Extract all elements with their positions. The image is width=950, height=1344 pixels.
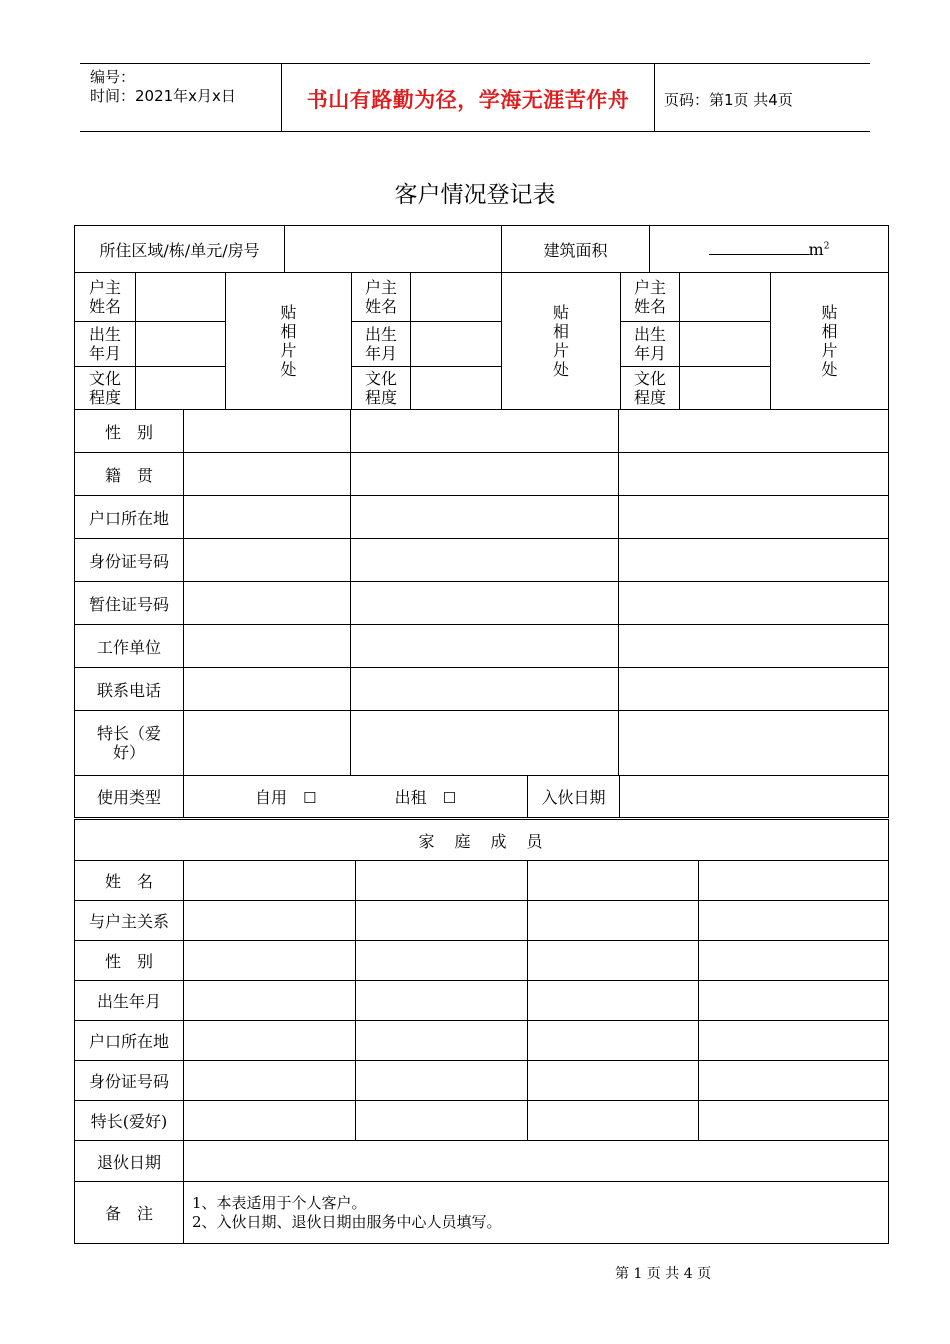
family-field[interactable] xyxy=(356,941,528,981)
family-field[interactable] xyxy=(356,861,528,901)
family-field[interactable] xyxy=(184,1101,356,1141)
owner-name-field[interactable] xyxy=(680,273,771,322)
owner-name-label: 户主 姓名 xyxy=(352,273,411,322)
family-row-label: 出生年月 xyxy=(75,981,184,1021)
family-field[interactable] xyxy=(356,1101,528,1141)
header-motto: 书山有路勤为径，学海无涯苦作舟 xyxy=(306,87,630,112)
info-field[interactable] xyxy=(351,668,619,711)
header-bottom-rule xyxy=(80,131,870,132)
family-row-label: 姓 名 xyxy=(75,861,184,901)
family-field[interactable] xyxy=(528,861,699,901)
remarks-content xyxy=(184,1182,889,1244)
family-field[interactable] xyxy=(528,941,699,981)
info-field[interactable] xyxy=(184,496,351,539)
usage-options xyxy=(184,776,528,818)
family-field[interactable] xyxy=(699,1021,889,1061)
owner-birth-field[interactable] xyxy=(411,322,502,367)
owner-birth-label: 出生 年月 xyxy=(352,322,411,367)
owner-education-label: 文化 程度 xyxy=(621,367,680,410)
family-field[interactable] xyxy=(184,901,356,941)
info-field[interactable] xyxy=(351,711,619,776)
info-field[interactable] xyxy=(619,668,889,711)
area-unit: m xyxy=(808,239,824,259)
owner-name-label: 户主 姓名 xyxy=(75,273,136,322)
family-field[interactable] xyxy=(356,901,528,941)
owner-education-label: 文化 程度 xyxy=(352,367,411,410)
page-number-label: 页码：第1页 共4页 xyxy=(664,91,793,109)
usage-table xyxy=(74,775,889,818)
info-field[interactable] xyxy=(619,625,889,668)
info-row-label: 身份证号码 xyxy=(75,539,184,582)
photo-placeholder: 贴 相 片 处 xyxy=(226,273,352,410)
info-field[interactable] xyxy=(619,582,889,625)
family-heading: 家 庭 成 员 xyxy=(75,820,889,861)
page-footer: 第 1 页 共 4 页 xyxy=(615,1266,712,1282)
self-use-checkbox[interactable]: ☐ xyxy=(302,789,317,807)
info-field[interactable] xyxy=(619,410,889,453)
family-field[interactable] xyxy=(528,1101,699,1141)
info-field[interactable] xyxy=(184,582,351,625)
family-field[interactable] xyxy=(528,1021,699,1061)
owner-name-field[interactable] xyxy=(136,273,226,322)
info-field[interactable] xyxy=(184,668,351,711)
info-field[interactable] xyxy=(619,711,889,776)
family-row-label: 特长(爱好) xyxy=(75,1101,184,1141)
info-field[interactable] xyxy=(184,453,351,496)
remarks-line: 2、入伙日期、退伙日期由服务中心人员填写。 xyxy=(192,1212,502,1231)
move-out-date-field[interactable] xyxy=(184,1141,889,1182)
move-out-date-label: 退伙日期 xyxy=(75,1141,184,1182)
owner-birth-field[interactable] xyxy=(136,322,226,367)
owner-education-field[interactable] xyxy=(411,367,502,410)
remarks-label: 备 注 xyxy=(75,1182,184,1244)
address-field[interactable] xyxy=(285,226,502,273)
page-title: 客户情况登记表 xyxy=(394,182,556,208)
owner-birth-label: 出生 年月 xyxy=(75,322,136,367)
family-field[interactable] xyxy=(528,981,699,1021)
owner-block-table xyxy=(74,272,889,410)
hobby-label: 特长（爱 好） xyxy=(75,711,184,776)
self-use-label: 自用 xyxy=(254,788,287,807)
area-blank xyxy=(709,240,809,255)
owner-name-field[interactable] xyxy=(411,273,502,322)
family-row-label: 性 别 xyxy=(75,941,184,981)
info-row-label: 工作单位 xyxy=(75,625,184,668)
info-field[interactable] xyxy=(351,625,619,668)
usage-type-label: 使用类型 xyxy=(75,776,184,818)
owner-birth-field[interactable] xyxy=(680,322,771,367)
family-field[interactable] xyxy=(699,901,889,941)
owner-education-label: 文化 程度 xyxy=(75,367,136,410)
family-field[interactable] xyxy=(184,941,356,981)
photo-placeholder: 贴 相 片 处 xyxy=(771,273,889,410)
rent-label: 出租 xyxy=(394,788,427,807)
building-area-field[interactable] xyxy=(650,226,889,273)
info-field[interactable] xyxy=(351,582,619,625)
rent-checkbox[interactable]: ☐ xyxy=(442,789,457,807)
info-field[interactable] xyxy=(619,453,889,496)
address-table xyxy=(74,225,889,273)
family-table xyxy=(74,819,889,1244)
info-field[interactable] xyxy=(351,410,619,453)
owner-education-field[interactable] xyxy=(680,367,771,410)
info-row-label: 暂住证号码 xyxy=(75,582,184,625)
move-in-date-label: 入伙日期 xyxy=(528,776,620,818)
owner-education-field[interactable] xyxy=(136,367,226,410)
info-field[interactable] xyxy=(351,496,619,539)
building-area-label: 建筑面积 xyxy=(502,226,650,273)
family-field[interactable] xyxy=(699,861,889,901)
family-field[interactable] xyxy=(699,1101,889,1141)
family-row-label: 户口所在地 xyxy=(75,1021,184,1061)
info-field[interactable] xyxy=(184,625,351,668)
photo-placeholder: 贴 相 片 处 xyxy=(502,273,621,410)
family-field[interactable] xyxy=(699,981,889,1021)
family-field[interactable] xyxy=(528,901,699,941)
family-row-label: 身份证号码 xyxy=(75,1061,184,1101)
remarks-line: 1、本表适用于个人客户。 xyxy=(192,1193,367,1212)
info-row-label: 性 别 xyxy=(75,410,184,453)
info-field[interactable] xyxy=(184,410,351,453)
family-field[interactable] xyxy=(184,861,356,901)
family-field[interactable] xyxy=(699,1061,889,1101)
info-row-label: 籍 贯 xyxy=(75,453,184,496)
area-unit-sup: 2 xyxy=(823,241,830,252)
family-field[interactable] xyxy=(356,1061,528,1101)
document-date-label: 时间：2021年x月x日 xyxy=(90,87,236,105)
info-field[interactable] xyxy=(184,711,351,776)
info-field[interactable] xyxy=(184,539,351,582)
family-row-label: 与户主关系 xyxy=(75,901,184,941)
family-field[interactable] xyxy=(184,1021,356,1061)
family-field[interactable] xyxy=(699,941,889,981)
family-field[interactable] xyxy=(184,981,356,1021)
header-divider xyxy=(654,63,655,131)
address-label: 所住区域/栋/单元/房号 xyxy=(75,226,285,273)
owner-name-label: 户主 姓名 xyxy=(621,273,680,322)
family-field[interactable] xyxy=(184,1061,356,1101)
family-field[interactable] xyxy=(528,1061,699,1101)
owner-birth-label: 出生 年月 xyxy=(621,322,680,367)
header-top-rule xyxy=(80,63,870,64)
info-field[interactable] xyxy=(351,539,619,582)
family-field[interactable] xyxy=(356,1021,528,1061)
info-field[interactable] xyxy=(351,453,619,496)
document-number-label: 编号： xyxy=(90,68,136,86)
info-field[interactable] xyxy=(619,539,889,582)
move-in-date-field[interactable] xyxy=(620,776,889,818)
info-row-label: 户口所在地 xyxy=(75,496,184,539)
owner-info-table xyxy=(74,409,889,776)
info-row-label: 联系电话 xyxy=(75,668,184,711)
info-field[interactable] xyxy=(619,496,889,539)
family-field[interactable] xyxy=(356,981,528,1021)
